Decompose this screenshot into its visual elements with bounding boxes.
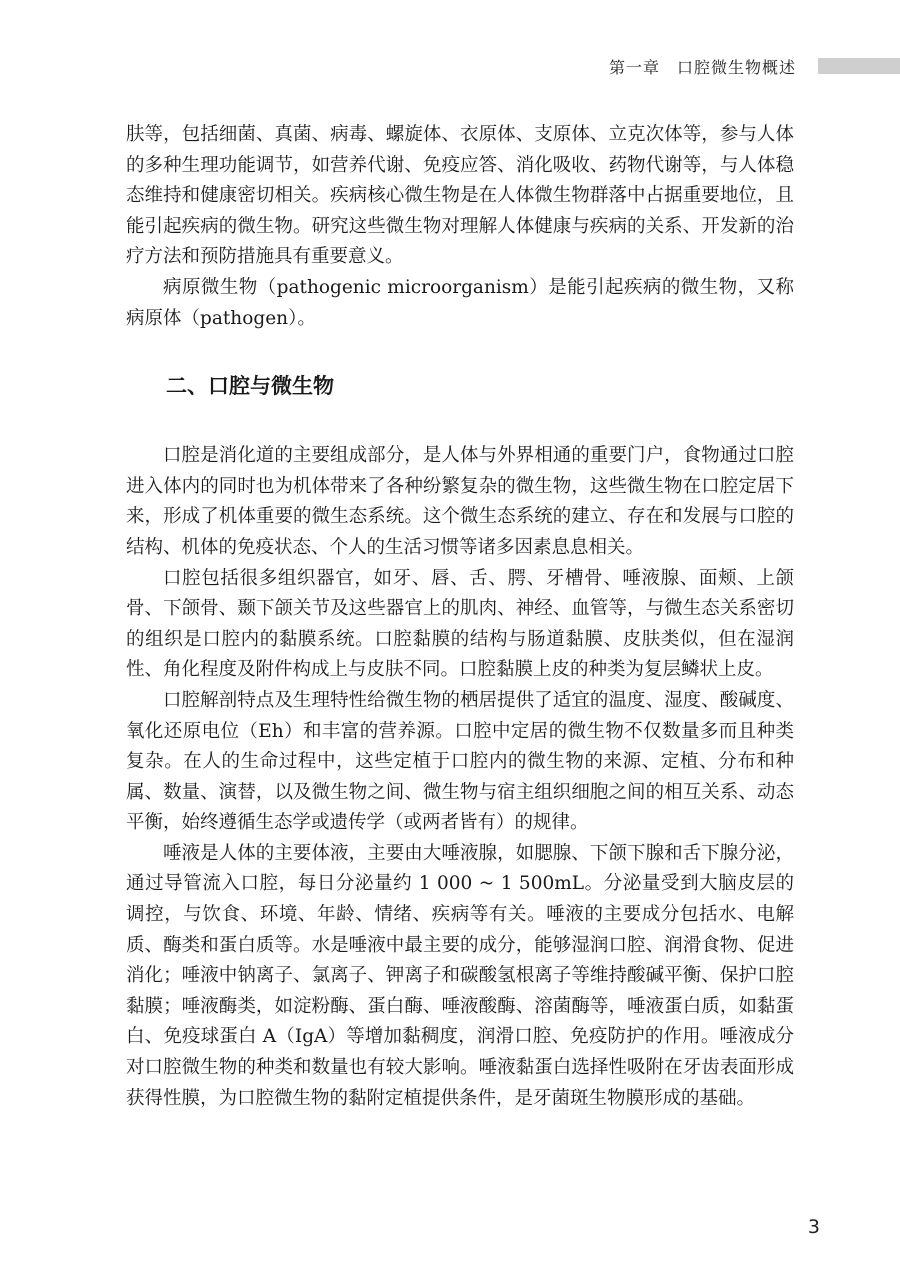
chapter-title: 第一章 口腔微生物概述	[608, 57, 796, 77]
body-paragraph: 口腔是消化道的主要组成部分，是人体与外界相通的重要门户，食物通过口腔进入体内的同时也为机体带来了各种纷繁复杂的微生物，这些微生物在口腔定居下来，形成了机体重要的微生态系统。这个微生态系统的建立、存在和发展与口腔的结构、机体的免疫状态、个人的生活习惯等诸多因素息息相关。	[126, 445, 794, 558]
body-paragraph: 口腔包括很多组织器官，如牙、唇、舌、腭、牙槽骨、唾液腺、面颊、上颌骨、下颌骨、颞下颌关节及这些器官上的肌肉、神经、血管等，与微生态关系密切的组织是口腔内的黏膜系统。口腔黏膜的结构与肠道黏膜、皮肤类似，但在湿润性、角化程度及附件构成上与皮肤不同。口腔黏膜上皮的种类为复层鳞状上皮。	[126, 567, 794, 681]
body-paragraph: 肤等，包括细菌、真菌、病毒、螺旋体、衣原体、支原体、立克次体等，参与人体的多种生理功能调节，如营养代谢、免疫应答、消化吸收、药物代谢等，与人体稳态维持和健康密切相关。疾病核心微生物是在人体微生物群落中占据重要地位，且能引起疾病的微生物。研究这些微生物对理解人体健康与疾病的关系、开发新的治疗方法和预防措施具有重要意义。	[126, 124, 794, 268]
section-heading: 二、口腔与微生物	[166, 374, 334, 399]
body-paragraph: 唾液是人体的主要体液，主要由大唾液腺，如腮腺、下颌下腺和舌下腺分泌，通过导管流入口腔，每日分泌量约 1 000 ~ 1 500mL。分泌量受到大脑皮层的调控，与饮食、环境、年龄、情绪、疾病等有关。唾液的主要成分包括水、电解质、酶类和蛋白质等。水是唾液中最主要的成分，能够湿润口腔、润滑食物、促进消化；唾液中钠离子、氯离子、钾离子和碳酸氢根离子等维持酸碱平衡、保护口腔黏膜；唾液酶类，如淀粉酶、蛋白酶、唾液酸酶、溶菌酶等，唾液蛋白质，如黏蛋白、免疫球蛋白 A（IgA）等增加黏稠度，润滑口腔、免疫防护的作用。唾液成分对口腔微生物的种类和数量也有较大影响。唾液黏蛋白选择性吸附在牙齿表面形成获得性膜，为口腔微生物的黏附定植提供条件，是牙菌斑生物膜形成的基础。	[126, 842, 794, 1109]
running-header	[609, 54, 900, 78]
header-decoration-bar	[818, 58, 900, 74]
body-paragraph: 口腔解剖特点及生理特性给微生物的栖居提供了适宜的温度、湿度、酸碱度、氧化还原电位（Eh）和丰富的营养源。口腔中定居的微生物不仅数量多而且种类复杂。在人的生命过程中，这些定植于口腔内的微生物的来源、定植、分布和种属、数量、演替，以及微生物之间、微生物与宿主组织细胞之间的相互关系、动态平衡，始终遵循生态学或遗传学（或两者皆有）的规律。	[126, 689, 794, 834]
page-number: 3	[807, 1216, 820, 1238]
body-paragraph: 病原微生物（pathogenic microorganism）是能引起疾病的微生物，又称病原体（pathogen）。	[126, 276, 794, 329]
page-body	[126, 120, 794, 1114]
